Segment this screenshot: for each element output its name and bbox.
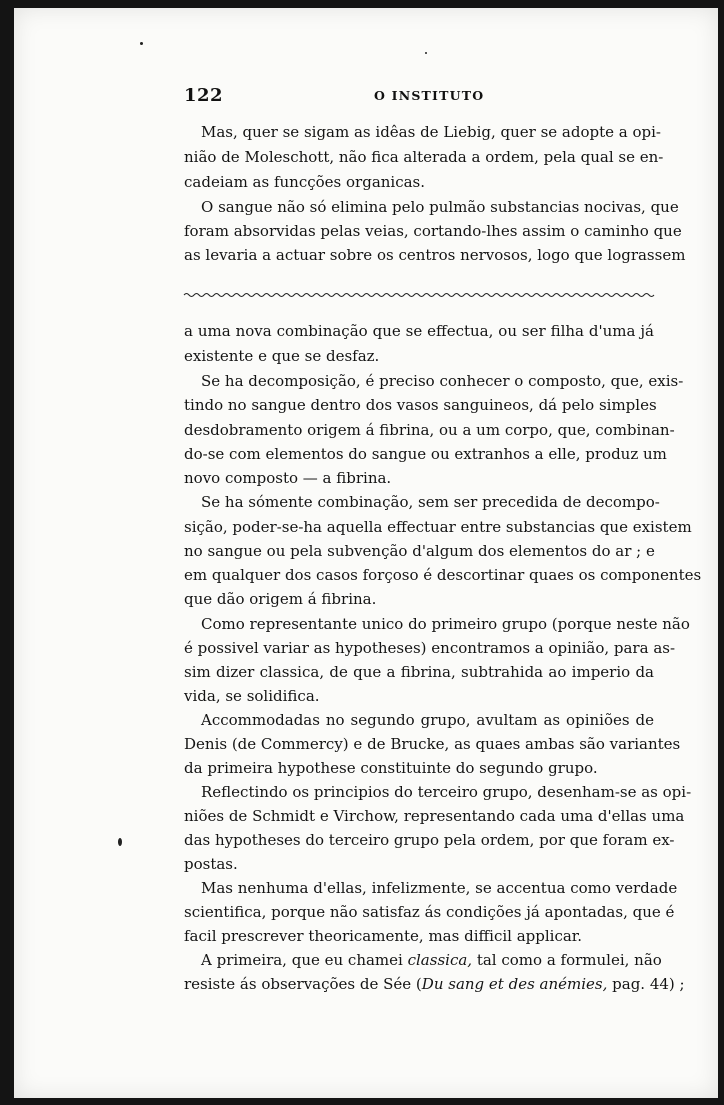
text-line: Denis (de Commercy) e de Brucke, as quaes ambas são variantes <box>184 735 681 753</box>
text-line: Mas nenhuma d'ellas, infelizmente, se accentua como verdade <box>201 879 678 897</box>
text-span: A primeira, que eu chamei <box>201 951 408 969</box>
text-line: postas. <box>184 855 238 873</box>
scan-speck <box>425 52 427 54</box>
text-line <box>184 948 662 972</box>
text-line: cadeiam as funcções organicas. <box>184 173 426 191</box>
scan-speck <box>118 838 122 846</box>
page-header <box>184 85 654 107</box>
text-line: facil prescrever theoricamente, mas difficil applicar. <box>184 927 583 945</box>
text-line: sim dizer classica, de que a fibrina, subtrahida ao imperio da <box>184 663 654 681</box>
text-line: vida, se solidifica. <box>184 687 320 705</box>
text-line: tindo no sangue dentro dos vasos sanguineos, dá pelo simples <box>184 396 657 414</box>
text-line <box>184 972 685 996</box>
scan-speck <box>140 42 143 45</box>
page-number: 122 <box>184 85 224 106</box>
text-line: das hypotheses do terceiro grupo pela ordem, por que foram ex- <box>184 831 675 849</box>
text-line: Se ha decomposição, é preciso conhecer o composto, que, exis- <box>201 372 684 390</box>
text-line: que dão origem á fibrina. <box>184 590 377 608</box>
italic-term: classica, <box>407 951 473 969</box>
text-line: a uma nova combinação que se effectua, ou ser filha d'uma já <box>184 322 654 340</box>
text-line: Mas, quer se sigam as idêas de Liebig, quer se adopte a opi- <box>201 123 661 141</box>
text-line: Como representante unico do primeiro grupo (porque neste não <box>201 615 690 633</box>
citation-title: Du sang et des anémies, <box>421 975 608 993</box>
text-line: foram absorvidas pelas veias, cortando-lhes assim o caminho que <box>184 222 682 240</box>
text-line: Accommodadas no segundo grupo, avultam as opiniões de <box>201 711 654 729</box>
text-line: scientifica, porque não satisfaz ás condições já apontadas, que é <box>184 903 675 921</box>
text-line: O sangue não só elimina pelo pulmão substancias nocivas, que <box>201 198 679 216</box>
text-span: tal como a formulei, não <box>472 951 662 969</box>
text-line: novo composto — a fibrina. <box>184 469 392 487</box>
text-line: do-se com elementos do sangue ou extranhos a elle, produz um <box>184 445 667 463</box>
text-line: existente e que se desfaz. <box>184 347 380 365</box>
text-span: pag. 44) ; <box>607 975 685 993</box>
text-line: em qualquer dos casos forçoso é descortinar quaes os componentes <box>184 566 702 584</box>
text-span: resiste ás observações de Sée ( <box>184 975 422 993</box>
text-line: desdobramento origem á fibrina, ou a um corpo, que, combinan- <box>184 421 675 439</box>
text-line: da primeira hypothese constituinte do segundo grupo. <box>184 759 598 777</box>
wavy-divider <box>184 290 654 300</box>
text-line: no sangue ou pela subvenção d'algum dos elementos do ar ; e <box>184 542 655 560</box>
text-line: Se ha sómente combinação, sem ser precedida de decompo- <box>201 493 660 511</box>
text-line: niões de Schmidt e Virchow, representando cada uma d'ellas uma <box>184 807 685 825</box>
text-line: sição, poder-se-ha aquella effectuar entre substancias que existem <box>184 518 692 536</box>
text-line: é possivel variar as hypotheses) encontramos a opinião, para as- <box>184 639 676 657</box>
text-line: Reflectindo os principios do terceiro grupo, desenham-se as opi- <box>201 783 692 801</box>
text-line: nião de Moleschott, não fica alterada a ordem, pela qual se en- <box>184 148 664 166</box>
running-title: O INSTITUTO <box>374 88 485 103</box>
text-line: as levaria a actuar sobre os centros nervosos, logo que lograssem <box>184 246 686 264</box>
